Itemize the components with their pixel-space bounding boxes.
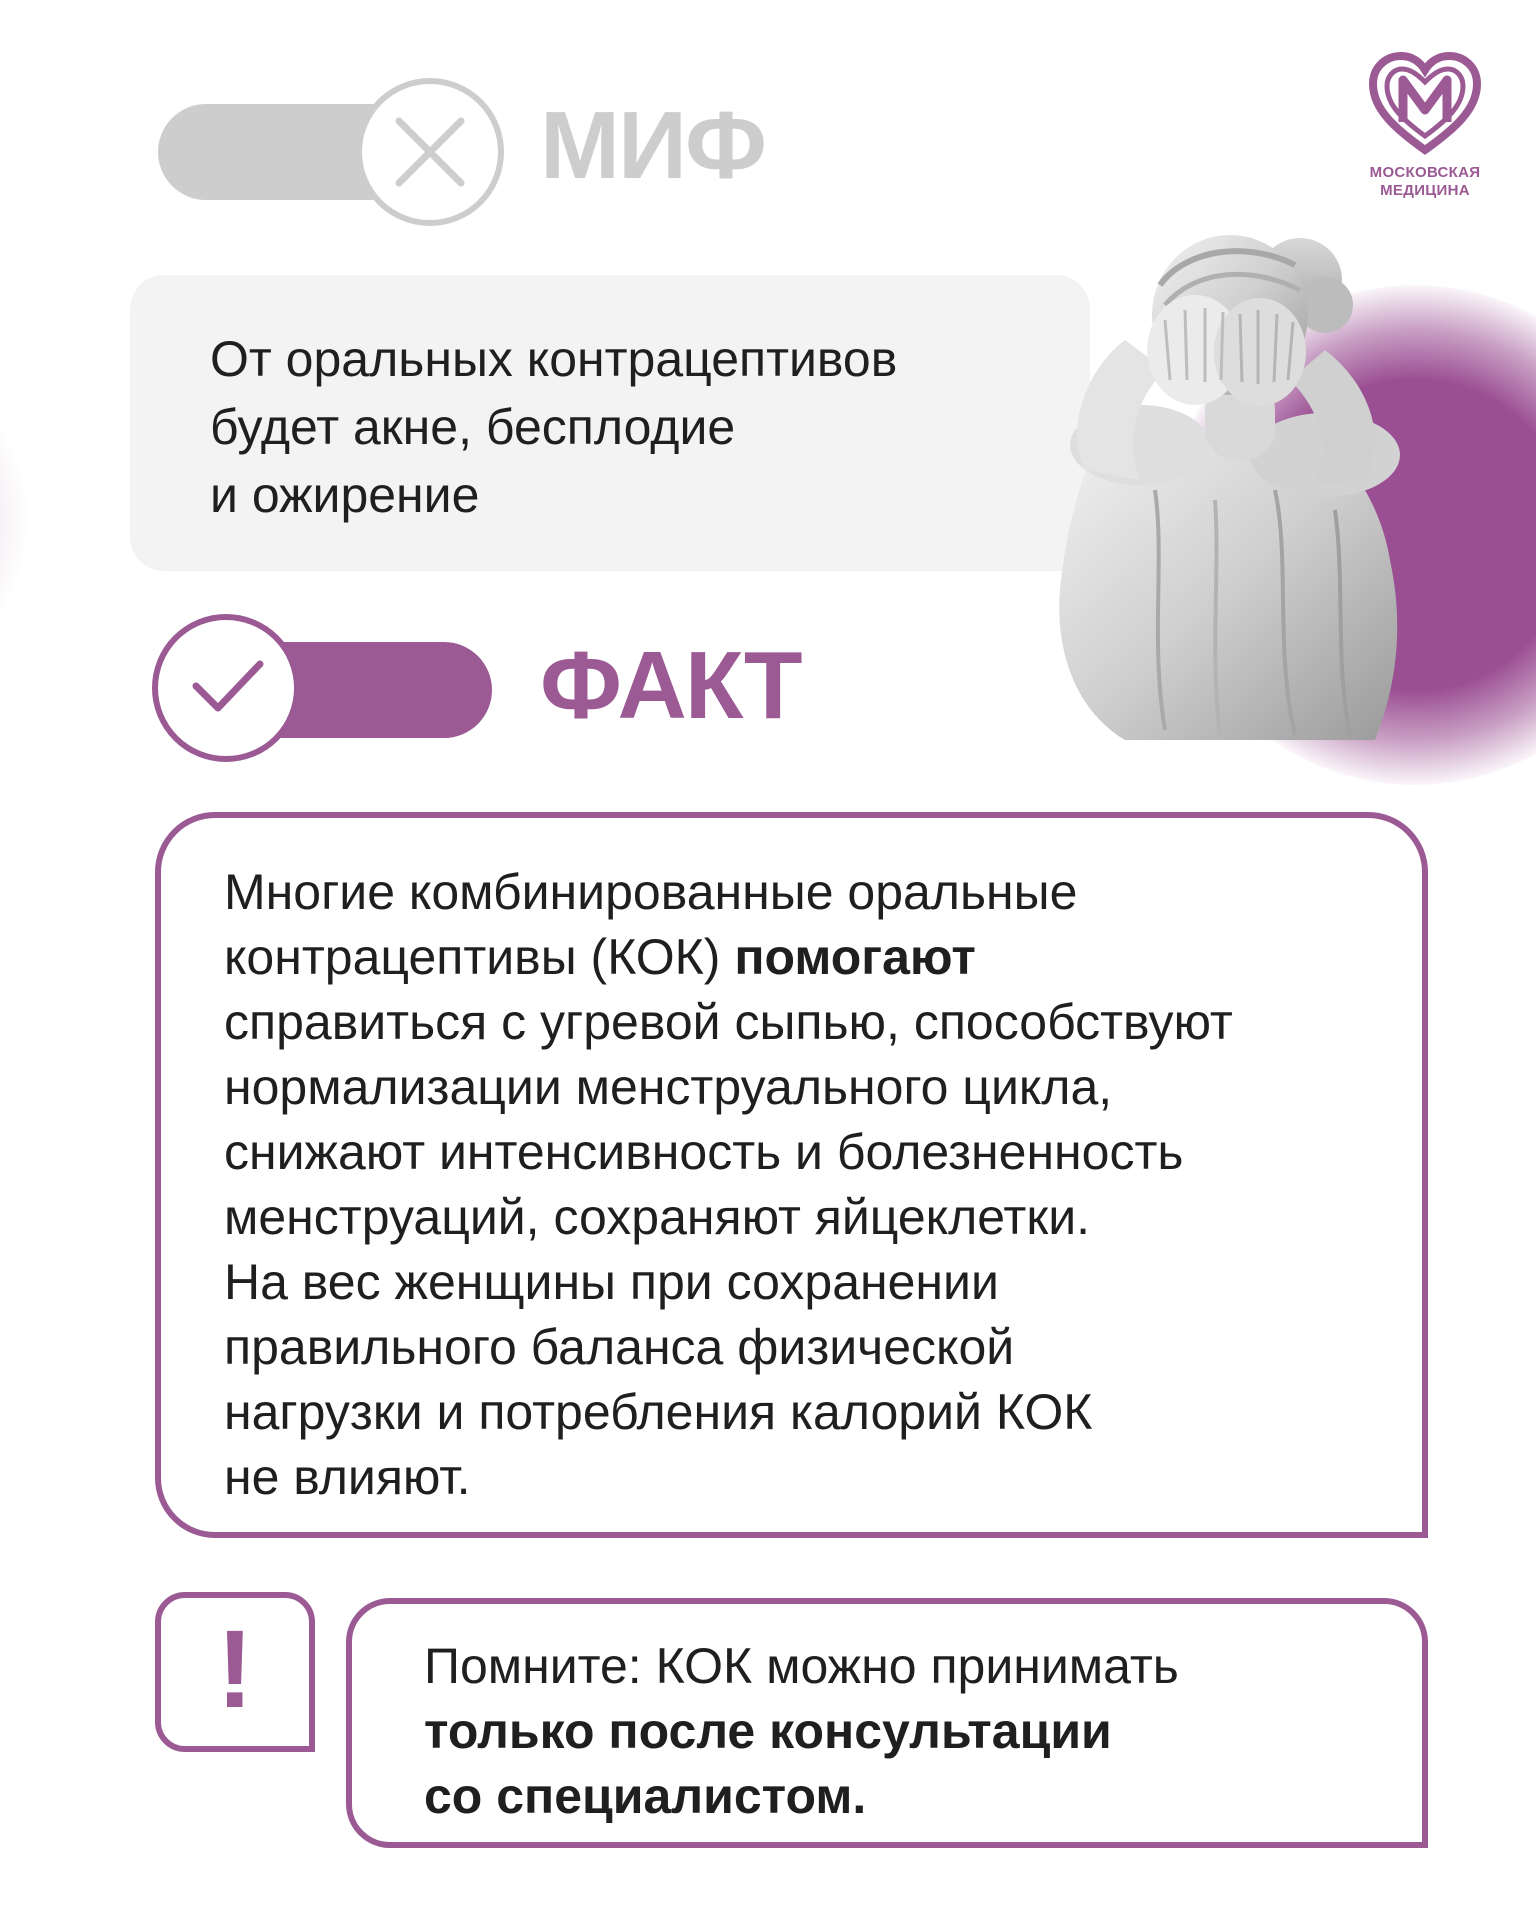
remember-line-1: Помните: КОК можно принимать: [424, 1638, 1179, 1694]
fact-line-3: справиться с угревой сыпью, способствуют: [224, 994, 1233, 1050]
fact-line-2: [224, 925, 1414, 990]
fact-line-2-start: контрацептивы (КОК): [224, 929, 735, 985]
remember-line-3: [424, 1764, 1404, 1829]
statue-illustration: [1045, 230, 1445, 750]
fact-line-4: нормализации менструального цикла,: [224, 1059, 1113, 1115]
myth-line-3: и ожирение: [210, 467, 480, 523]
fact-line-7: На вес женщины при сохранении: [224, 1254, 999, 1310]
myth-card: [130, 275, 1090, 571]
cross-icon: [393, 115, 467, 189]
fact-emphasis: помогают: [734, 929, 976, 985]
left-edge-glow: [0, 390, 30, 650]
myth-line-1: От оральных контрацептивов: [210, 331, 898, 387]
exclamation-icon: !: [216, 1608, 254, 1731]
brand-logo: [1355, 52, 1495, 212]
logo-text: [1355, 164, 1495, 200]
myth-line-2: будет акне, бесплодие: [210, 399, 736, 455]
logo-line-2: МЕДИЦИНА: [1380, 182, 1470, 199]
fact-line-8: правильного баланса физической: [224, 1319, 1015, 1375]
fact-toggle-knob: [152, 614, 300, 762]
remember-text: [424, 1634, 1404, 1829]
myth-toggle-knob: [356, 78, 504, 226]
remember-card: [346, 1598, 1428, 1848]
warning-badge: [155, 1592, 315, 1752]
logo-line-1: МОСКОВСКАЯ: [1369, 164, 1481, 181]
fact-line-10: не влияют.: [224, 1449, 471, 1505]
fact-text: [224, 860, 1414, 1510]
remember-emphasis-1: только после консультации: [424, 1703, 1112, 1759]
fact-label: ФАКТ: [540, 632, 801, 739]
fact-card: [155, 812, 1428, 1538]
fact-line-6: менструаций, сохраняют яйцеклетки.: [224, 1189, 1091, 1245]
fact-line-9: нагрузки и потребления калорий КОК: [224, 1384, 1093, 1440]
remember-emphasis-2: со специалистом.: [424, 1768, 867, 1824]
myth-label: МИФ: [540, 92, 765, 199]
remember-line-2: [424, 1699, 1404, 1764]
heart-m-logo-icon: [1367, 52, 1483, 156]
myth-text: [210, 325, 1080, 529]
fact-line-1: Многие комбинированные оральные: [224, 864, 1078, 920]
fact-line-5: снижают интенсивность и болезненность: [224, 1124, 1184, 1180]
check-icon: [188, 656, 268, 720]
